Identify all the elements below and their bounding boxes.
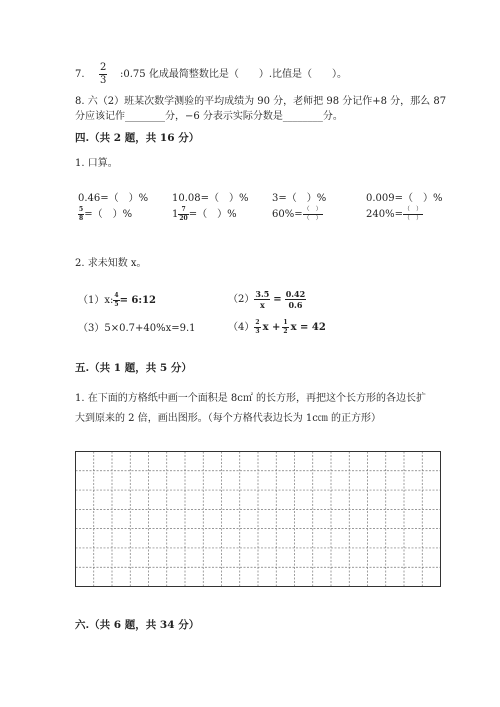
equation-2 [228, 290, 306, 309]
q7-frac-num: 2 [100, 62, 107, 73]
eq1-den: 5 [114, 301, 119, 308]
eq4-n2: 1 [283, 319, 288, 326]
eq4-d2: 2 [283, 328, 288, 335]
section5-title: 五.（共 1 题，共 5 分） [75, 362, 192, 374]
q8-line1: 8. 六（2）班某次数学测验的平均成绩为 90 分，老师把 98 分记作+8 分，那么 87 [75, 96, 447, 107]
oral-item-1: 0.46=（ ）% [78, 193, 149, 204]
oral-6-whole: 1 [172, 209, 179, 220]
s5-q1-line2: 大到原来的 2 倍，画出图形。（每个方格代表边长为 1c㎝ 的正方形） [75, 413, 382, 424]
eq1-a: （1）x: [78, 295, 114, 306]
oral-7-den: （ ） [303, 215, 322, 222]
q8-line2: 分应该记作________分，−6 分表示实际分数是________分。 [75, 111, 343, 122]
oral-5-num: 5 [79, 206, 84, 213]
eq2-a: （2） [228, 294, 255, 305]
oral-6-num: 7 [181, 206, 186, 213]
equation-4 [228, 320, 326, 335]
equation-1 [78, 293, 156, 308]
section6-title: 六.（共 6 题，共 34 分） [75, 619, 200, 631]
oral-8-den: （ ） [403, 215, 422, 222]
oral-item-2: 10.08=（ ）% [172, 193, 249, 204]
oral-item-7 [272, 207, 323, 222]
eq1-num: 4 [114, 292, 119, 299]
oral-8-text: 240%= [366, 209, 403, 220]
eq2-eq: = [273, 294, 282, 305]
oral-item-4: 0.009=（ ）% [366, 193, 443, 204]
s5-q1-line1: 1. 在下面的方格纸中画一个面积是 8c㎡ 的长方形，再把这个长方形的各边长扩 [75, 393, 427, 404]
drawing-grid[interactable] [75, 451, 441, 587]
eq2-num2: 0.42 [285, 289, 306, 299]
eq2-num1: 3.5 [255, 289, 270, 299]
s4-q2-title: 2. 求未知数 x。 [75, 258, 147, 269]
q7-frac-den: 3 [100, 75, 107, 86]
eq1-b: = 6:12 [119, 295, 156, 306]
oral-item-5 [78, 207, 132, 222]
eq4-d1: 3 [255, 328, 260, 335]
oral-8-num: （ ） [403, 206, 422, 213]
q7-number: 7. [75, 69, 85, 80]
oral-item-8 [366, 207, 423, 222]
oral-5-tail: =（ ）% [84, 209, 133, 220]
eq4-tail: x = 42 [290, 322, 326, 333]
oral-7-num: （ ） [303, 206, 322, 213]
equation-3: （3）5×0.7+40%x=9.1 [78, 323, 196, 334]
oral-6-tail: =（ ）% [188, 209, 237, 220]
section4-title: 四.（共 2 题，共 16 分） [75, 132, 200, 144]
eq4-mid: x + [262, 322, 281, 333]
eq2-den1: x [259, 300, 265, 310]
eq4-n1: 2 [255, 319, 260, 326]
eq2-den2: 0.6 [288, 300, 303, 310]
s4-q1-title: 1. 口算。 [75, 158, 118, 169]
oral-item-6 [172, 207, 237, 222]
oral-6-den: 20 [179, 215, 188, 222]
oral-5-den: 8 [79, 215, 84, 222]
q7-text: :0.75 化成最简整数比是（ ）.比值是（ ）。 [120, 69, 347, 80]
oral-item-3: 3=（ ）% [272, 193, 327, 204]
oral-7-text: 60%= [272, 209, 303, 220]
eq4-a: （4） [228, 322, 255, 333]
q7-fraction [99, 63, 107, 86]
